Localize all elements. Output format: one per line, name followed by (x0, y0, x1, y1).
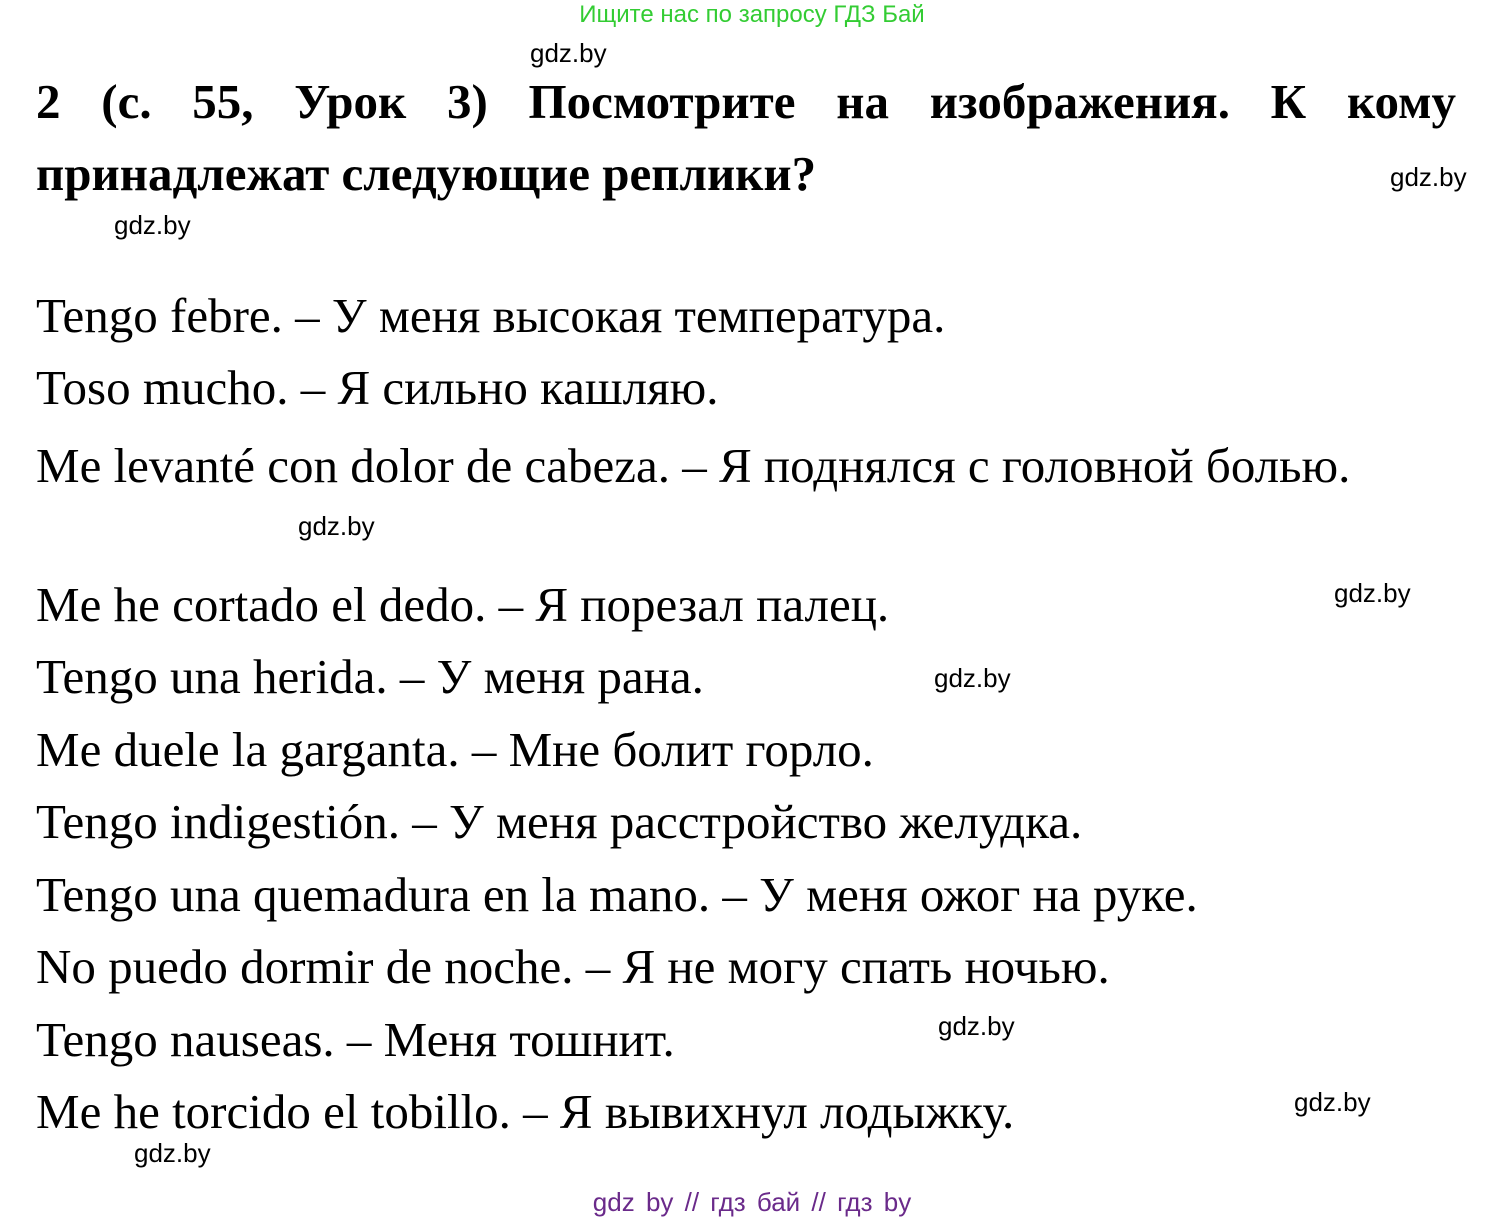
phrase-line: Tengo una quemadura en la mano. – У меня ожог на руке. (36, 867, 1198, 922)
phrase-line: Me he torcido el tobillo. – Я вывихнул лодыжку. (36, 1084, 1015, 1139)
watermark: gdz.by (938, 1011, 1015, 1041)
phrase-line: Tengo nauseas. – Меня тошнит. (36, 1012, 675, 1067)
watermark: gdz.by (1294, 1087, 1371, 1117)
phrase-line: No puedo dormir de noche. – Я не могу спать ночью. (36, 939, 1110, 994)
watermark: gdz.by (1390, 162, 1467, 192)
phrase-line: Me levanté con dolor de cabeza. – Я поднялся с головной болью. (36, 438, 1351, 493)
footer-links: gdz by // гдз бай // гдз by (592, 1187, 912, 1217)
phrase-line: Me he cortado el dedo. – Я порезал палец. (36, 577, 890, 632)
top-banner: Ищите нас по запросу ГДЗ Бай (579, 1, 925, 28)
watermark: gdz.by (934, 663, 1011, 693)
watermark: gdz.by (1334, 578, 1411, 608)
watermark: gdz.by (134, 1138, 211, 1168)
watermark: gdz.by (114, 210, 191, 240)
watermark: gdz.by (298, 511, 375, 541)
phrase-line: Tengo una herida. – У меня рана. (36, 649, 704, 704)
phrase-line: Tengo indigestión. – У меня расстройство желудка. (36, 794, 1083, 849)
phrase-line: Toso mucho. – Я сильно кашляю. (36, 360, 719, 415)
phrase-line: Tengo febre. – У меня высокая температура. (36, 288, 946, 343)
exercise-heading: 2 (с. 55, Урок 3) Посмотрите на изображения. К кому принадлежат следующие реплики? (36, 74, 1456, 201)
watermark: gdz.by (530, 38, 607, 68)
phrase-line: Me duele la garganta. – Мне болит горло. (36, 722, 874, 777)
